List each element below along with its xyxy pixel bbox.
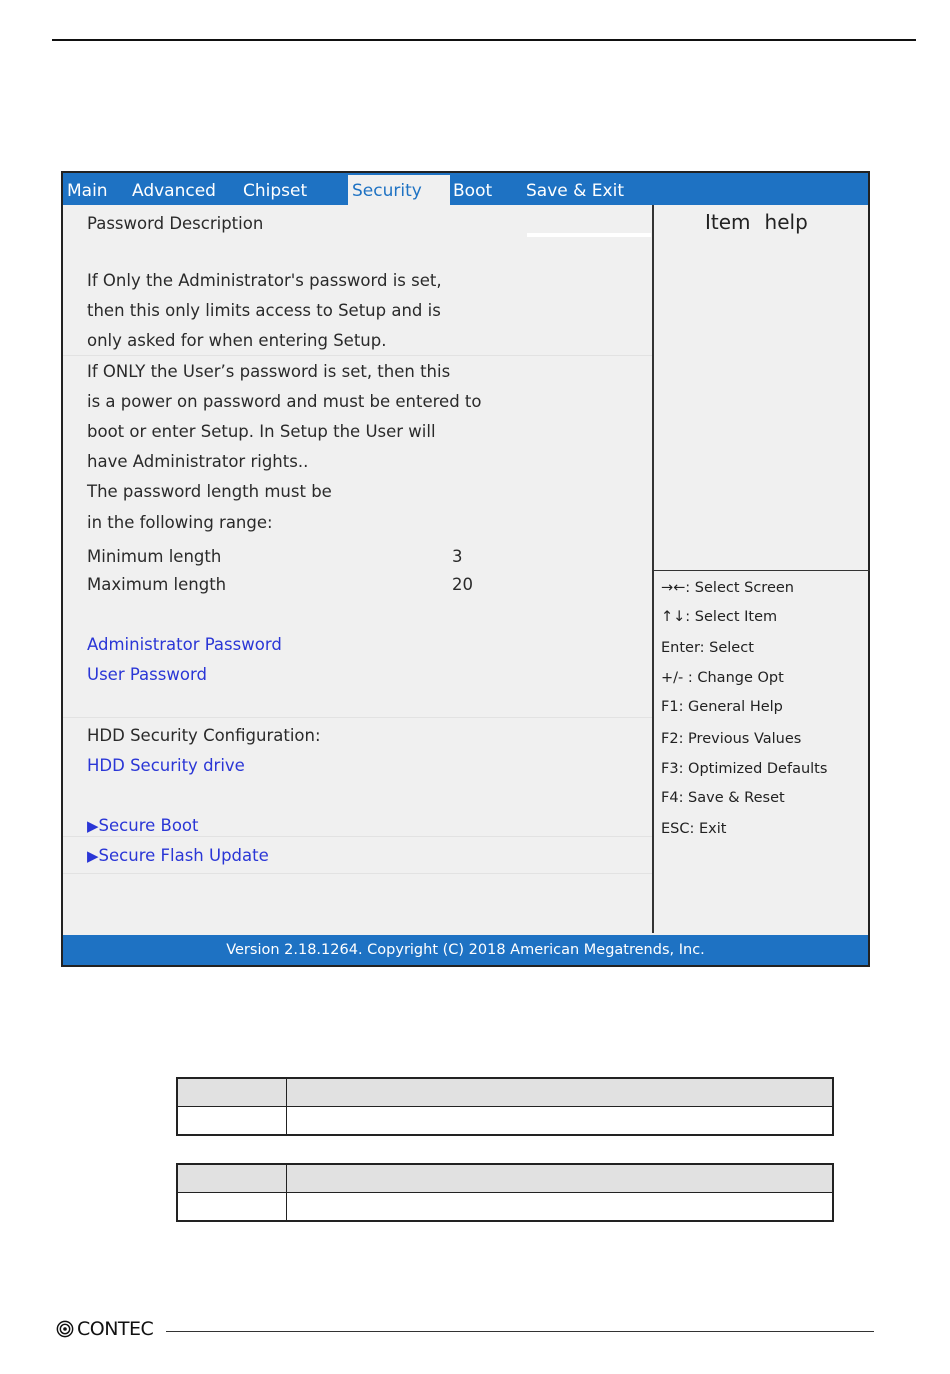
key-hint-f2: F2: Previous Values: [661, 731, 802, 747]
bios-version-footer: Version 2.18.1264. Copyright (C) 2018 American Megatrends, Inc.: [63, 935, 868, 965]
brand-name: CONTEC: [77, 1318, 154, 1340]
hdd-security-config-label: HDD Security Configuration:: [87, 726, 321, 745]
table-header-row: [178, 1165, 832, 1193]
description-line: only asked for when entering Setup.: [87, 331, 387, 350]
secure-boot-label: Secure Boot: [98, 816, 199, 835]
description-line: boot or enter Setup. In Setup the User will: [87, 422, 436, 441]
user-password-item[interactable]: User Password: [87, 665, 207, 684]
item-help-title: Item help: [705, 210, 808, 234]
description-line: is a power on password and must be entered to: [87, 392, 482, 411]
secure-boot-item[interactable]: [87, 816, 199, 835]
tab-save-exit[interactable]: Save & Exit: [526, 181, 624, 201]
divider: [63, 717, 652, 718]
tab-boot[interactable]: Boot: [453, 181, 493, 201]
secure-flash-update-label: Secure Flash Update: [98, 846, 269, 865]
min-length-label: Minimum length: [87, 547, 222, 566]
highlight-bar: [527, 233, 651, 237]
submenu-arrow-icon: ▶: [87, 847, 99, 865]
description-line: If ONLY the User’s password is set, then this: [87, 362, 451, 381]
hdd-security-drive-item[interactable]: HDD Security drive: [87, 756, 245, 775]
table-row: [178, 1107, 832, 1134]
max-length-label: Maximum length: [87, 575, 227, 594]
submenu-arrow-icon: ▶: [87, 817, 99, 835]
key-hint-f3: F3: Optimized Defaults: [661, 761, 828, 777]
description-line: then this only limits access to Setup and is: [87, 301, 441, 320]
contec-mark-icon: [56, 1320, 74, 1338]
administrator-password-item[interactable]: Administrator Password: [87, 635, 282, 654]
divider: [63, 836, 652, 837]
bios-setup-screen: [61, 171, 870, 967]
help-divider: [654, 570, 870, 571]
key-hint-enter: Enter: Select: [661, 640, 754, 656]
divider: [63, 355, 652, 356]
security-settings-panel: [63, 205, 652, 935]
page-top-rule: [52, 39, 916, 41]
empty-table-2: [176, 1163, 834, 1222]
tab-chipset[interactable]: Chipset: [243, 181, 308, 201]
tab-main[interactable]: Main: [67, 181, 108, 201]
description-line: The password length must be: [87, 482, 332, 501]
secure-flash-update-item[interactable]: [87, 846, 269, 865]
bios-menu-bar: [63, 173, 868, 205]
key-hint-esc: ESC: Exit: [661, 821, 727, 837]
contec-logo: [56, 1318, 153, 1340]
key-hint-select-screen: →←: Select Screen: [661, 580, 794, 596]
key-hint-change-opt: +/- : Change Opt: [661, 670, 784, 686]
divider: [63, 873, 652, 874]
key-hint-f4: F4: Save & Reset: [661, 790, 785, 806]
description-line: in the following range:: [87, 513, 273, 532]
description-line: have Administrator rights..: [87, 452, 309, 471]
tab-advanced[interactable]: Advanced: [132, 181, 216, 201]
max-length-value: 20: [452, 575, 473, 594]
table-row: [178, 1193, 832, 1220]
key-hint-f1: F1: General Help: [661, 699, 783, 715]
table-header-row: [178, 1079, 832, 1107]
password-description-heading: Password Description: [87, 214, 264, 233]
item-help-panel: [654, 205, 868, 935]
min-length-value: 3: [452, 547, 463, 566]
description-line: If Only the Administrator's password is set,: [87, 271, 442, 290]
empty-table-1: [176, 1077, 834, 1136]
tab-security[interactable]: Security: [348, 175, 450, 205]
page-bottom-rule: [166, 1331, 874, 1332]
key-hint-select-item: ↑↓: Select Item: [661, 609, 778, 625]
